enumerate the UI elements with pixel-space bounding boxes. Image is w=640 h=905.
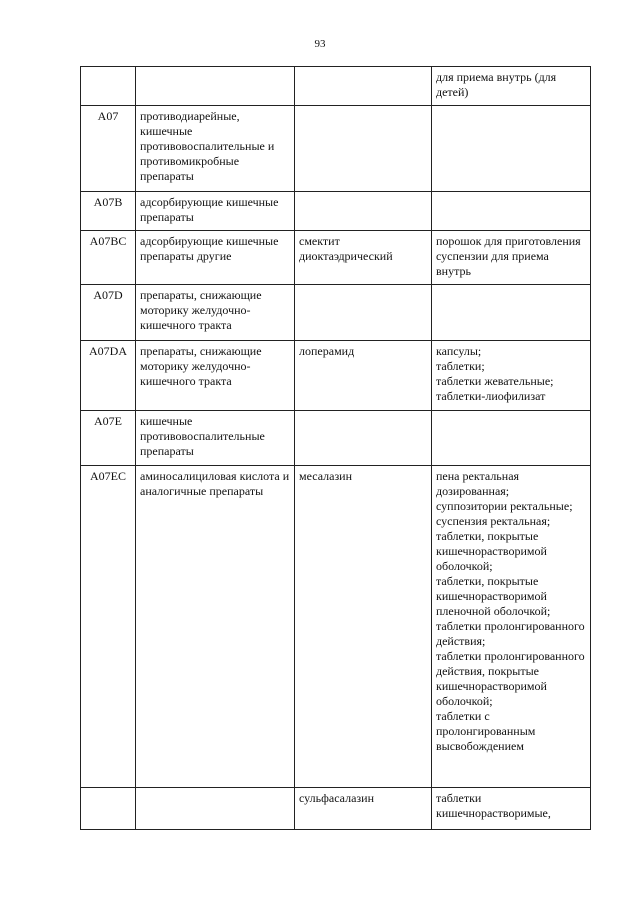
atc-code-cell: A07D <box>81 285 136 341</box>
table-row <box>81 411 591 466</box>
atc-code-cell <box>81 788 136 830</box>
table-row <box>81 788 591 830</box>
table-row <box>81 466 591 788</box>
table-row <box>81 106 591 192</box>
dosage-form-cell: капсулы; таблетки; таблетки жевательные; таблетки-лиофилизат <box>432 341 591 411</box>
atc-code-cell: A07E <box>81 411 136 466</box>
group-name-cell <box>136 67 295 106</box>
atc-code-cell: A07B <box>81 192 136 231</box>
inn-cell: месалазин <box>295 466 432 788</box>
table-row <box>81 285 591 341</box>
atc-code-cell: A07DA <box>81 341 136 411</box>
table-row <box>81 67 591 106</box>
inn-cell: лоперамид <box>295 341 432 411</box>
page-number: 93 <box>314 38 326 50</box>
table-row <box>81 341 591 411</box>
atc-code-cell: A07 <box>81 106 136 192</box>
dosage-form-cell <box>432 285 591 341</box>
table-row <box>81 231 591 285</box>
inn-cell <box>295 67 432 106</box>
group-name-cell: препараты, снижающие моторику желудочно-кишечного тракта <box>136 285 295 341</box>
group-name-cell: препараты, снижающие моторику желудочно-кишечного тракта <box>136 341 295 411</box>
inn-cell: сульфасалазин <box>295 788 432 830</box>
group-name-cell: аминосалициловая кислота и аналогичные препараты <box>136 466 295 788</box>
dosage-form-cell: порошок для приготовления суспензии для приема внутрь <box>432 231 591 285</box>
atc-code-cell: A07BC <box>81 231 136 285</box>
dosage-form-cell: таблетки кишечнорастворимые, <box>432 788 591 830</box>
group-name-cell: адсорбирующие кишечные препараты другие <box>136 231 295 285</box>
table-row <box>81 192 591 231</box>
inn-cell <box>295 106 432 192</box>
group-name-cell: противодиарейные, кишечные противовоспалительные и противомикробные препараты <box>136 106 295 192</box>
dosage-form-cell: для приема внутрь (для детей) <box>432 67 591 106</box>
inn-cell <box>295 192 432 231</box>
dosage-form-cell: пена ректальная дозированная; суппозитории ректальные; суспензия ректальная; таблетки, покрытые кишечнорастворимой оболочкой; таблетки, покрытые кишечнорастворимой пленочной оболочкой; таблетки пролонгированного действия; таблетки пролонгированного действия, покрытые кишечнорастворимой оболочкой; таблетки с пролонгированным высвобождением <box>432 466 591 788</box>
inn-cell: смектит диоктаэдрический <box>295 231 432 285</box>
inn-cell <box>295 285 432 341</box>
dosage-form-cell <box>432 411 591 466</box>
atc-code-cell <box>81 67 136 106</box>
inn-cell <box>295 411 432 466</box>
dosage-form-cell <box>432 192 591 231</box>
dosage-form-cell <box>432 106 591 192</box>
group-name-cell: адсорбирующие кишечные препараты <box>136 192 295 231</box>
group-name-cell <box>136 788 295 830</box>
drug-table <box>80 66 591 830</box>
group-name-cell: кишечные противовоспалительные препараты <box>136 411 295 466</box>
atc-code-cell: A07EC <box>81 466 136 788</box>
